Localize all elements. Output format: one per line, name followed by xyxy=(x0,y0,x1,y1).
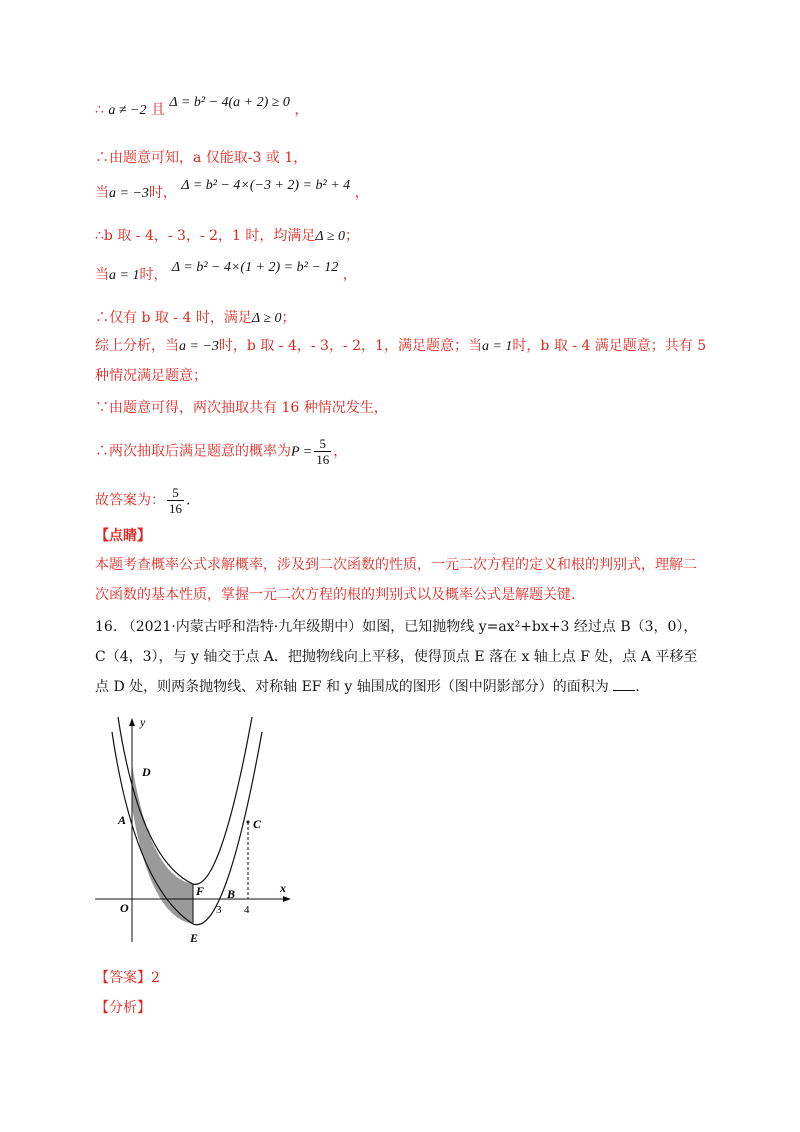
a-equals-1: a = 1 xyxy=(109,268,140,283)
fraction-5-16 xyxy=(314,436,331,467)
label-y: y xyxy=(140,715,146,729)
punct: ， xyxy=(294,102,309,118)
summary-start: 综上分析，当 xyxy=(95,338,179,354)
dang-word: 当 xyxy=(95,185,109,201)
discriminant-expression-2: Δ = b² − 4×(1 + 2) = b² − 12 xyxy=(171,260,339,275)
label-e: E xyxy=(190,931,199,945)
shi-word: 时， xyxy=(148,185,177,201)
label-o: O xyxy=(120,901,129,915)
label-d: D xyxy=(142,765,151,779)
label-a: A xyxy=(118,813,127,827)
line-6-text: ∴仅有 b 取 - 4 时，满足 xyxy=(95,310,252,326)
a-equals-minus-3: a = −3 xyxy=(109,186,149,201)
question-16 xyxy=(95,612,707,702)
solution-line-7 xyxy=(95,336,706,357)
tick-4: 4 xyxy=(244,904,250,916)
summary-middle: 时，b 取 - 4，- 3，- 2，1，满足题意；当 xyxy=(218,338,482,354)
analysis-heading: 【分析】 xyxy=(95,1000,151,1016)
tick-3: 3 xyxy=(216,904,222,916)
solution-line-5 xyxy=(95,260,357,286)
answer-value: 2 xyxy=(151,970,160,986)
punct: ； xyxy=(345,228,360,244)
punct: ； xyxy=(281,310,296,326)
punct: . xyxy=(186,492,191,509)
shi-word: 时， xyxy=(139,267,168,283)
solution-line-9: ∵由题意可得，两次抽取共有 16 种情况发生， xyxy=(95,400,388,416)
question-number: 16. xyxy=(95,619,118,635)
label-f: F xyxy=(196,884,205,898)
discriminant-condition: Δ = b² − 4(a + 2) ≥ 0 xyxy=(169,95,290,110)
line-4-text: ∴b 取 - 4，- 3，- 2，1 时，均满足 xyxy=(95,228,316,244)
a-equals-minus-3: a = −3 xyxy=(179,339,219,354)
solution-line-2: ∴由题意可知，a 仅能取-3 或 1， xyxy=(95,150,308,166)
solution-line-10 xyxy=(95,436,347,467)
answer-line xyxy=(95,968,160,988)
therefore-symbol: ∴ xyxy=(95,102,104,118)
x-axis-arrow-icon xyxy=(283,896,291,902)
dang-word: 当 xyxy=(95,267,109,283)
punct: . xyxy=(635,679,640,695)
solution-line-3 xyxy=(95,178,369,204)
fraction-5-16 xyxy=(167,485,184,516)
answer-label: 【答案】 xyxy=(95,970,151,986)
discriminant-expression-1: Δ = b² − 4×(−3 + 2) = b² + 4 xyxy=(181,178,351,193)
solution-line-11 xyxy=(95,485,190,516)
delta-condition: Δ ≥ 0 xyxy=(315,229,346,244)
question-text: 如图，已知抛物线 y=ax²+bx+3 经过点 B（3，0），C（4，3），与 y 轴交于点 A．把抛物线向上平移，使得顶点 E 落在 x 轴上点 F 处，点 A 平移至点 D 处，则两条抛物线、对称轴 EF 和 y 轴围成的图形（图中阴影部分）的面积为 xyxy=(95,619,698,695)
solution-line-1 xyxy=(95,95,309,121)
a-equals-1: a = 1 xyxy=(481,339,513,354)
summary-end: 时，b 取 - 4 满足题意；共有 5 xyxy=(512,338,707,354)
solution-line-4 xyxy=(95,226,359,247)
numerator: 5 xyxy=(314,436,331,452)
label-c: C xyxy=(253,817,262,831)
answer-blank xyxy=(613,676,635,691)
p-equals: P = xyxy=(291,444,313,460)
numerator: 5 xyxy=(167,485,184,501)
label-b: B xyxy=(227,887,236,901)
punct: ， xyxy=(333,443,348,460)
delta-condition: Δ ≥ 0 xyxy=(251,311,282,326)
question-source: （2021·内蒙古呼和浩特·九年级期中） xyxy=(121,619,363,635)
punct: ， xyxy=(354,185,369,201)
denominator: 16 xyxy=(169,501,182,516)
parabola-figure xyxy=(90,712,300,952)
probability-text: ∴两次抽取后满足题意的概率为 xyxy=(95,443,291,460)
punct: ， xyxy=(342,267,357,283)
dianjing-body: 本题考查概率公式求解概率，涉及到二次函数的性质，一元二次方程的定义和根的判别式，理解二次函数的基本性质，掌握一元二次方程的根的判别式以及概率公式是解题关键. xyxy=(95,557,697,603)
denominator: 16 xyxy=(316,452,330,467)
condition-a-not-minus-2: a ≠ −2 xyxy=(108,103,147,118)
shaded-region xyxy=(132,764,193,924)
solution-line-6 xyxy=(95,308,296,329)
and-word: 且 xyxy=(150,102,165,118)
y-axis-arrow-icon xyxy=(129,718,135,726)
answer-text: 故答案为： xyxy=(95,492,165,509)
label-x: x xyxy=(280,881,286,895)
point-c xyxy=(247,821,250,824)
dianjing-heading: 【点睛】 xyxy=(95,528,151,544)
solution-line-8: 种情况满足题意； xyxy=(95,368,207,384)
